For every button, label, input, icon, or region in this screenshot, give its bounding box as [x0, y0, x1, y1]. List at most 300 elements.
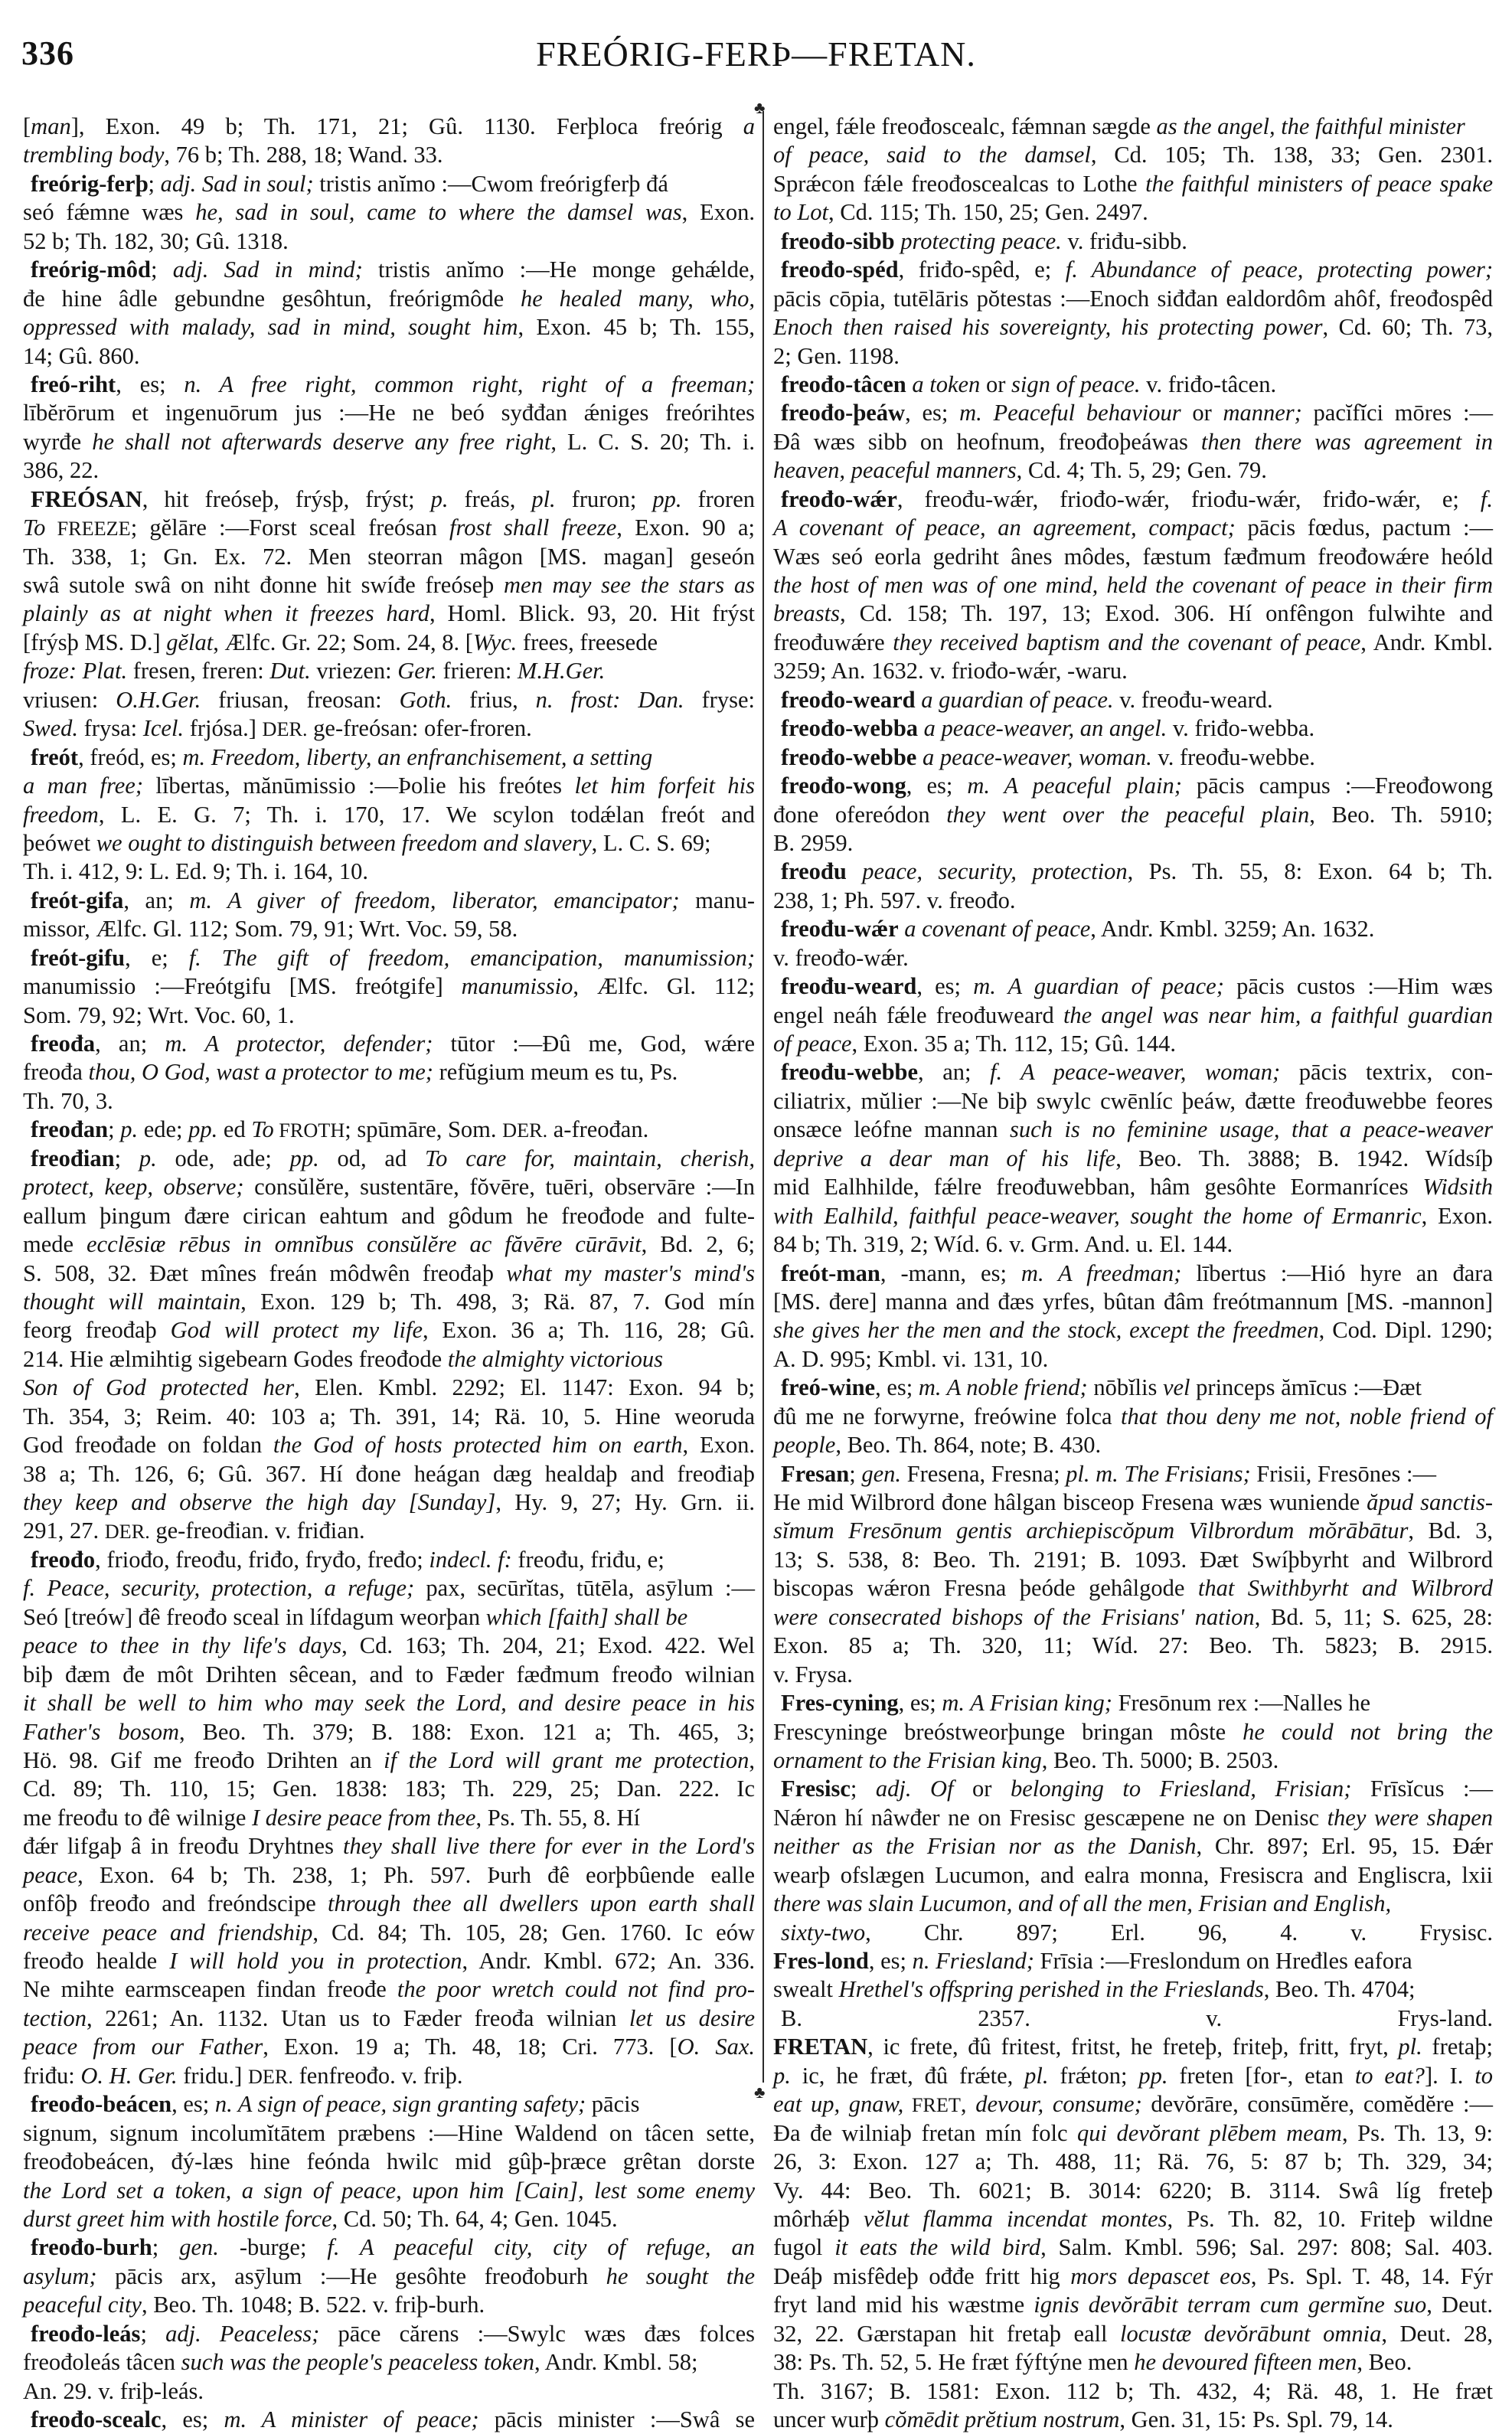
- headword: freođu-webbe: [781, 1059, 919, 1086]
- italic-gloss: Hrethel's offspring perished in the Frieslands: [838, 1976, 1264, 2003]
- text-run: Frīsia :—Freslondum on Hređles eafora: [1034, 1948, 1412, 1974]
- text-run: , an;: [918, 1059, 991, 1086]
- text-run: Th. i. 412, 9: L. Ed. 9; Th. i. 164, 10.: [23, 858, 368, 885]
- text-run: manumissio :—Freótgifu [MS. freótgife]: [23, 973, 462, 1000]
- italic-gloss: a guardian of peace.: [915, 686, 1114, 713]
- text-run: , es;: [916, 973, 974, 1000]
- text-run: onsæce leófne mannan: [773, 1116, 1010, 1143]
- italic-gloss: let him forfeit his: [574, 773, 755, 799]
- text-run: , Beo. Th. 5910;: [1309, 801, 1493, 828]
- dictionary-line: [23, 1145, 755, 1173]
- text-run: , Cd. 115; Th. 150, 25; Gen. 2497.: [828, 199, 1148, 226]
- text-run: , es;: [868, 1948, 913, 1974]
- dictionary-line: [773, 1345, 1493, 1374]
- text-run: Đa đe wilniaþ fretan mín folc: [773, 2119, 1078, 2146]
- italic-gloss: M.H.Ger.: [517, 658, 606, 684]
- italic-gloss: frost shall freeze: [449, 515, 617, 541]
- italic-gloss: f. Peace, security, protection, a refuge;: [23, 1575, 415, 1602]
- italic-gloss: to Lot: [773, 199, 829, 226]
- italic-gloss: to: [1474, 2062, 1493, 2089]
- italic-gloss: adj. Sad in soul;: [160, 170, 314, 197]
- dictionary-line: [773, 1832, 1493, 1861]
- text-run: missor, Ælfc. Gl. 112; Som. 79, 91; Wrt. Voc. 59, 58.: [23, 916, 518, 943]
- text-run: ge-freođian. v. friđian.: [149, 1518, 365, 1544]
- text-run: , Ps. Th. 55, 8. Hí: [475, 1804, 641, 1831]
- text-run: freođoleás tâcen: [23, 2349, 181, 2376]
- dictionary-line: [23, 2348, 755, 2377]
- italic-gloss: peace from our Father: [23, 2034, 263, 2060]
- text-run: uncer wurþ: [773, 2406, 885, 2432]
- italic-gloss: p.: [430, 485, 449, 512]
- italic-gloss: p.: [773, 2062, 791, 2089]
- dictionary-line: [23, 1230, 755, 1259]
- text-run: ;: [849, 1460, 862, 1487]
- dictionary-line: [23, 456, 755, 485]
- text-run: pacĭfĭci mōres :—: [1301, 400, 1493, 426]
- dictionary-line: [773, 801, 1493, 829]
- dictionary-line: [773, 1431, 1493, 1459]
- italic-gloss: she gives her the men and the stock, except the freedmen: [773, 1317, 1319, 1344]
- text-run: v. friđu-sibb.: [1061, 227, 1187, 254]
- text-run: , 76 b; Th. 288, 18; Wand. 33.: [164, 142, 443, 168]
- dictionary-line: [773, 256, 1493, 284]
- dictionary-line: [23, 1746, 755, 1775]
- text-run: feorg freođaþ: [23, 1317, 171, 1344]
- text-run: pācis custos :—Him wæs: [1223, 973, 1493, 1000]
- dictionary-line: [23, 198, 755, 227]
- dictionary-line: [773, 2004, 1493, 2033]
- text-run: princeps ămīcus :—Đæt: [1190, 1374, 1422, 1401]
- italic-gloss: pl.: [1398, 2034, 1422, 2060]
- text-run: lībĕrōrum et ingenuōrum jus :—He ne beó syđđan ǽniges freórihtes: [23, 400, 755, 426]
- text-run: refŭgium meum es tu, Ps.: [433, 1059, 678, 1086]
- dictionary-line: [23, 2262, 755, 2291]
- dictionary-line: [773, 1259, 1493, 1288]
- italic-gloss: f. The gift of freedom, emancipation, manumission;: [188, 944, 755, 971]
- dictionary-line: [23, 858, 755, 886]
- italic-gloss: a covenant of peace: [898, 916, 1091, 943]
- italic-gloss: there was slain Lucumon, and of all the men, Frisian and English,: [773, 1890, 1392, 1917]
- dictionary-line: [23, 2033, 755, 2061]
- small-caps-term: DER.: [502, 1119, 548, 1142]
- dictionary-line: [773, 1173, 1493, 1201]
- text-run: biþ đæm đe môt Drihten sêcean, and to Fæder fæđmum freođo wilnian: [23, 1661, 755, 1687]
- italic-gloss: they were shapen: [1327, 1804, 1493, 1831]
- italic-gloss: such was the people's peaceless token: [181, 2349, 534, 2376]
- text-run: , Exon. 35 a; Th. 112, 15; Gû. 144.: [851, 1031, 1177, 1057]
- italic-gloss: pl.: [531, 485, 556, 512]
- text-run: devŏrāre, consūmĕre, comĕdĕre :—: [1141, 2091, 1493, 2118]
- text-run: onfôþ freođo and freóndscipe: [23, 1890, 328, 1917]
- column-divider: [763, 111, 764, 2083]
- left-column: [23, 113, 755, 2434]
- text-run: lībertus :—Hió hyre an đara: [1181, 1259, 1493, 1286]
- text-run: pācis campus :—Freođowong: [1181, 773, 1493, 799]
- text-run: Ne mihte earmsceapen findan freođe: [23, 1976, 397, 2003]
- dictionary-line: [773, 915, 1493, 943]
- text-run: đǽr lifgaþ â in freođu Dryhtnes: [23, 1833, 344, 1860]
- text-run: 38 a; Th. 126, 6; Gû. 367. Hí đone heágan dæg healdaþ and freođiaþ: [23, 1460, 755, 1487]
- headword: FREÓSAN: [31, 485, 142, 512]
- italic-gloss: that thou deny me not, noble friend of: [1121, 1403, 1493, 1429]
- italic-gloss: tection: [23, 2004, 87, 2031]
- italic-gloss: oppressed with malady, sad in mind, sought him: [23, 314, 518, 341]
- italic-gloss: n. A sign of peace, sign granting safety;: [214, 2091, 586, 2118]
- italic-gloss: heaven, peaceful manners: [773, 457, 1017, 484]
- text-run: , Gen. 31, 15: Ps. Spl. 79, 14.: [1119, 2406, 1393, 2432]
- dictionary-line: [773, 2320, 1493, 2348]
- italic-gloss: m. Freedom, liberty, an enfranchisement, a setting: [182, 743, 653, 770]
- dictionary-line: [23, 972, 755, 1001]
- italic-gloss: a: [743, 113, 755, 139]
- text-run: ,: [960, 2091, 976, 2118]
- italic-gloss: indecl. f:: [429, 1546, 512, 1573]
- italic-gloss: they keep and observe the high day [Sunday]: [23, 1489, 496, 1515]
- italic-gloss: a man free;: [23, 773, 144, 799]
- italic-gloss: qui devŏrant plēbem meam: [1077, 2119, 1342, 2146]
- text-run: Frīsĭcus :—: [1351, 1776, 1493, 1802]
- dictionary-line: [773, 2262, 1493, 2291]
- text-run: pax, secūrĭtas, tūtēla, asȳlum :—: [414, 1575, 755, 1602]
- text-run: , Elen. Kmbl. 2292; El. 1147: Exon. 94 b;: [294, 1374, 755, 1401]
- dictionary-line: [23, 1975, 755, 2004]
- dictionary-line: [23, 428, 755, 456]
- italic-gloss: belonging to Friesland, Frisian;: [1010, 1776, 1352, 1802]
- dictionary-line: [23, 313, 755, 341]
- text-run: Đâ wæs sibb on heofnum, freođoþeáwas: [773, 428, 1201, 455]
- text-run: , Exon.: [681, 199, 755, 226]
- text-run: fretaþ;: [1422, 2034, 1493, 2060]
- text-run: , Bd. 2, 6;: [641, 1231, 755, 1258]
- dictionary-line: [773, 514, 1493, 542]
- dictionary-line: [773, 2348, 1493, 2377]
- dictionary-line: [23, 1919, 755, 1947]
- italic-gloss: he devoured fifteen men: [1134, 2349, 1357, 2376]
- dictionary-line: [23, 1632, 755, 1660]
- dictionary-line: [23, 2233, 755, 2262]
- italic-gloss: eat up, gnaw,: [773, 2091, 904, 2118]
- headword: freođo-scealc: [31, 2406, 162, 2432]
- dictionary-line: [773, 2148, 1493, 2176]
- dictionary-line: [773, 571, 1493, 600]
- text-run: Th. 70, 3.: [23, 1087, 113, 1114]
- italic-gloss: of peace: [773, 1031, 852, 1057]
- dictionary-line: [23, 600, 755, 628]
- dictionary-line: [773, 141, 1493, 169]
- text-run: 13; S. 538, 8: Beo. Th. 2191; B. 1093. Đæt Swíþbyrht and Wilbrord: [773, 1546, 1493, 1573]
- text-run: lībertas, mănūmissio :—Þolie his freótes: [143, 773, 575, 799]
- dictionary-line: [23, 2004, 755, 2033]
- text-run: Th. 3167; B. 1581: Exon. 112 b; Th. 432, 4; Rä. 48, 1. He fræt: [773, 2377, 1493, 2404]
- dictionary-line: [773, 1775, 1493, 1803]
- text-run: Hö. 98. Gif me freođo Drihten an: [23, 1746, 384, 1773]
- text-run: , freođu-wǽr, friođo-wǽr, friođu-wǽr, friđo-wǽr, e;: [896, 485, 1481, 512]
- text-run: signum, signum incolumĭtātem præbens :—Hine Waldend on tâcen sette,: [23, 2119, 755, 2146]
- text-run: đe hine âdle gebundne gesôhtun, freórigmôde: [23, 285, 521, 312]
- italic-gloss: m. A guardian of peace;: [973, 973, 1224, 1000]
- dictionary-line: [773, 2062, 1493, 2090]
- italic-gloss: God will protect my life: [170, 1317, 423, 1344]
- dictionary-line: [23, 714, 755, 743]
- italic-gloss: people: [773, 1432, 836, 1459]
- dictionary-line: [773, 1804, 1493, 1832]
- text-run: ,: [749, 1746, 755, 1773]
- italic-gloss: Ger.: [397, 658, 437, 684]
- italic-gloss: he, sad in soul, came to where the damsel was: [195, 199, 682, 226]
- italic-gloss: durst greet him with hostile force: [23, 2205, 332, 2232]
- italic-gloss: with Ealhild, faithful peace-weaver, sought the home of Ermanric: [773, 1202, 1422, 1229]
- italic-gloss: protect, keep, observe;: [23, 1174, 244, 1201]
- italic-gloss: locustæ devŏrābunt omnia: [1119, 2320, 1382, 2347]
- dictionary-line: [23, 743, 755, 772]
- text-run: frius,: [452, 686, 536, 713]
- text-run: , L. E. G. 7; Th. i. 170, 17. We scylon todǽlan freót and: [98, 801, 755, 828]
- text-run: , Cd. 50; Th. 64, 4; Gen. 1045.: [331, 2205, 618, 2232]
- text-run: 14; Gû. 860.: [23, 342, 140, 369]
- dictionary-line: [23, 1288, 755, 1316]
- text-run: , an;: [95, 1031, 165, 1057]
- text-run: ;: [150, 256, 173, 283]
- dictionary-line: [23, 1947, 755, 1975]
- dictionary-line: [773, 1919, 1493, 1947]
- text-run: , Ælfc. Gr. 22; Som. 24, 8. [: [213, 629, 473, 655]
- text-run: đû me ne forwyrne, freówine folca: [773, 1403, 1122, 1429]
- headword: Fresan: [781, 1460, 850, 1487]
- dictionary-line: [773, 227, 1493, 256]
- text-run: v. friđo-tâcen.: [1140, 371, 1277, 397]
- headword: freođan: [31, 1116, 109, 1143]
- text-run: ede;: [138, 1116, 189, 1143]
- text-run: , Beo. Th. 379; B. 188: Exon. 121 a; Th. 465, 3;: [179, 1718, 755, 1745]
- italic-gloss: then there was agreement in: [1200, 428, 1493, 455]
- text-run: vriezen:: [310, 658, 398, 684]
- dictionary-line: [23, 1202, 755, 1230]
- headword: freođo-webbe: [781, 743, 917, 770]
- dictionary-line: [773, 1058, 1493, 1086]
- text-run: B. 2959.: [773, 829, 854, 856]
- dictionary-line: [23, 1718, 755, 1746]
- text-run: ], Exon. 49 b; Th. 171, 21; Gû. 1130. Ferþloca freórig: [70, 113, 743, 139]
- headword: freođo-tâcen: [781, 371, 906, 397]
- italic-gloss: gen.: [861, 1460, 902, 1487]
- italic-gloss: froze: Plat.: [23, 658, 128, 684]
- dictionary-line: [773, 2291, 1493, 2319]
- dictionary-line: [23, 2406, 755, 2434]
- dictionary-line: [773, 1517, 1493, 1545]
- italic-gloss: vel: [1162, 1374, 1190, 1401]
- italic-gloss: m. A freedman;: [1021, 1259, 1182, 1286]
- italic-gloss: n. frost: Dan.: [535, 686, 684, 713]
- dictionary-line: [23, 1403, 755, 1431]
- text-run: pācis arx, asȳlum :—He gesôhte freođoburh: [96, 2262, 606, 2289]
- italic-gloss: he healed many, who,: [521, 285, 755, 312]
- small-caps-term: FROTH: [273, 1119, 345, 1142]
- dictionary-line: [773, 1975, 1493, 2004]
- text-run: , es;: [906, 773, 968, 799]
- text-run: , Beo. Th. 5000; B. 2503.: [1041, 1746, 1279, 1773]
- dictionary-line: [773, 456, 1493, 485]
- text-run: God freođade on foldan: [23, 1432, 273, 1459]
- italic-gloss: f. A peaceful city, city of refuge, an: [327, 2234, 755, 2261]
- headword: freođu-weard: [781, 973, 917, 1000]
- dictionary-line: [23, 1574, 755, 1603]
- text-run: Sprǽcon fǽle freođoscealcas to Lothe: [773, 170, 1146, 197]
- italic-gloss: devour, consume;: [975, 2091, 1142, 2118]
- italic-gloss: men may see the stars as: [504, 572, 755, 598]
- headword: freođo-beácen: [31, 2091, 172, 2118]
- text-run: frjósa.]: [184, 715, 263, 742]
- dictionary-line: [23, 1001, 755, 1030]
- dictionary-line: [23, 772, 755, 800]
- text-run: fresen, freren:: [127, 658, 270, 684]
- italic-gloss: asylum;: [23, 2262, 97, 2289]
- text-run: 3259; An. 1632. v. friođo-wǽr, -waru.: [773, 658, 1128, 684]
- text-run: 52 b; Th. 182, 30; Gû. 1318.: [23, 227, 289, 254]
- text-run: freođa: [23, 1059, 89, 1086]
- headword: freođo-weard: [781, 686, 916, 713]
- text-run: swealt: [773, 1976, 839, 2003]
- text-run: , Cd. 84; Th. 105, 28; Gen. 1760. Ic eów: [312, 1919, 755, 1946]
- text-run: , Exon. 90 a;: [616, 515, 755, 541]
- text-run: Wæs seó eorla gedriht ânes môdes, fæstum fæđmum freođowǽre heóld: [773, 543, 1493, 570]
- italic-gloss: ignis devŏrābit terram cum germĭne suo: [1034, 2292, 1427, 2318]
- text-run: , Exon.: [682, 1432, 755, 1459]
- italic-gloss: Son of God protected her: [23, 1374, 295, 1401]
- headword: freođo-wong: [781, 773, 906, 799]
- text-run: v. freođu-weard.: [1113, 686, 1273, 713]
- italic-gloss: m. Peaceful behaviour: [959, 400, 1181, 426]
- dictionary-line: [23, 629, 755, 657]
- text-run: v. freođu-webbe.: [1151, 743, 1315, 770]
- text-run: , Exon. 45 b; Th. 155,: [518, 314, 755, 341]
- headword: freođo-leás: [31, 2320, 141, 2347]
- text-run: Seó [treów] đê freođo sceal in lífdagum weorþan: [23, 1603, 486, 1630]
- text-run: v. friđo-webba.: [1167, 715, 1315, 742]
- text-run: fruron;: [555, 485, 653, 512]
- text-run: , Deut. 28,: [1381, 2320, 1493, 2347]
- headword: freođo-wǽr: [781, 485, 897, 512]
- headword: freođu-wǽr: [781, 916, 899, 943]
- dictionary-line: [23, 256, 755, 284]
- dictionary-line: [23, 1603, 755, 1632]
- italic-gloss: vĕlut flamma incendat montes: [864, 2205, 1167, 2232]
- italic-gloss: they received baptism and the covenant of peace: [893, 629, 1361, 655]
- text-run: , Cd. 105; Th. 138, 33; Gen. 2301.: [1090, 142, 1493, 168]
- text-run: Vy. 44: Beo. Th. 6021; B. 3014: 6220; B. 3114. Swâ líg freteþ: [773, 2177, 1493, 2204]
- text-run: þeówet: [23, 829, 96, 856]
- text-run: pācis minister :—Swâ se: [478, 2406, 755, 2432]
- italic-gloss: pl. m. The Frisians;: [1066, 1460, 1251, 1487]
- text-run: Th. 354, 3; Reim. 40: 103 a; Th. 391, 14; Rä. 10, 5. Hine weoruda: [23, 1403, 755, 1429]
- italic-gloss: n. Friesland;: [912, 1948, 1034, 1974]
- text-run: fryt land mid his wæstme: [773, 2292, 1034, 2318]
- small-caps-term: DER.: [262, 718, 308, 741]
- dictionary-line: [23, 1460, 755, 1488]
- dictionary-line: [773, 2406, 1493, 2434]
- dictionary-line: [23, 1030, 755, 1058]
- text-run: He mid Wilbrord đone hâlgan bisceop Fresena wæs wuniende: [773, 1489, 1367, 1515]
- text-run: ed: [217, 1116, 252, 1143]
- dictionary-line: [773, 858, 1493, 886]
- text-run: ;: [140, 2320, 166, 2347]
- dictionary-line: [773, 1574, 1493, 1603]
- italic-gloss: I will hold you in protection: [169, 1948, 462, 1974]
- italic-gloss: adj. Peaceless;: [165, 2320, 320, 2347]
- text-run: friusan, freosan:: [201, 686, 400, 713]
- italic-gloss: Widsith: [1422, 1174, 1493, 1201]
- text-run: , -mann, es;: [880, 1259, 1021, 1286]
- italic-gloss: peace, security, protection: [846, 858, 1128, 885]
- text-run: mid Ealhhilde, fǽlre freođuwebban, hâm gesôhte Eormanríces: [773, 1174, 1423, 1201]
- text-run: vriusen:: [23, 686, 116, 713]
- italic-gloss: he could not bring the: [1243, 1718, 1493, 1745]
- italic-gloss: gĕlat: [166, 629, 214, 655]
- text-run: S. 508, 32. Đæt mînes freán môdwên freođaþ: [23, 1259, 507, 1286]
- dictionary-line: [773, 170, 1493, 198]
- italic-gloss: O.H.Ger.: [116, 686, 201, 713]
- text-run: or: [953, 1776, 1011, 1802]
- text-run: , Exon.: [1421, 1202, 1493, 1229]
- dictionary-line: [773, 1488, 1493, 1517]
- dictionary-line: [23, 1546, 755, 1574]
- text-run: ;: [850, 1776, 876, 1802]
- text-run: ;: [108, 1116, 121, 1143]
- italic-gloss: Swed.: [23, 715, 79, 742]
- text-run: 2; Gen. 1198.: [773, 342, 900, 369]
- text-run: v. freođo-wǽr.: [773, 944, 909, 971]
- dictionary-line: [773, 829, 1493, 858]
- text-run: fenfreođo. v. friþ.: [292, 2062, 463, 2089]
- dictionary-line: [773, 1947, 1493, 1975]
- text-run: A. D. 995; Kmbl. vi. 131, 10.: [773, 1345, 1049, 1372]
- dictionary-line: [23, 1861, 755, 1890]
- italic-gloss: To care for, maintain, cherish,: [425, 1145, 755, 1171]
- headword: freó-wine: [781, 1374, 876, 1401]
- dictionary-line: [773, 772, 1493, 800]
- italic-gloss: m. A protector, defender;: [165, 1031, 433, 1057]
- text-run: ; spūmāre, Som.: [345, 1116, 503, 1143]
- text-run: môrhǽþ: [773, 2205, 864, 2232]
- headword: freórig-ferþ: [31, 170, 149, 197]
- dictionary-line: [773, 2090, 1493, 2119]
- italic-gloss: adj. Sad in mind;: [172, 256, 363, 283]
- dictionary-line: [23, 399, 755, 427]
- text-run: 214. Hie ælmihtig sigebearn Godes freođode: [23, 1345, 448, 1372]
- text-run: , Exon. 19 a; Th. 48, 18; Cri. 773. [: [263, 2034, 678, 2060]
- dictionary-line: [23, 1890, 755, 1918]
- text-run: pācis fœdus, pactum :—: [1235, 515, 1493, 541]
- dictionary-line: [23, 485, 755, 514]
- dictionary-line: [773, 1603, 1493, 1632]
- italic-gloss: a peace-weaver, woman.: [916, 743, 1152, 770]
- text-run: Fresōnum rex :—Nalles he: [1112, 1690, 1371, 1717]
- text-run: engel, fǽle freođoscealc, fǽmnan sægde: [773, 113, 1157, 139]
- text-run: , Cod. Dipl. 1290;: [1318, 1317, 1493, 1344]
- italic-gloss: pl.: [1024, 2062, 1049, 2089]
- text-run: , Andr. Kmbl. 672; An. 336.: [462, 1948, 755, 1974]
- dictionary-line: [23, 1689, 755, 1717]
- text-run: Cd. 89; Th. 110, 15; Gen. 1838: 183; Th. 229, 25; Dan. 222. Ic: [23, 1776, 755, 1802]
- text-run: wearþ ofslægen Lucumon, and ealra monna, Fresiscra and Engliscra, lxii: [773, 1861, 1493, 1888]
- text-run: , Andr. Kmbl. 3259; An. 1632.: [1090, 916, 1375, 943]
- text-run: , Andr. Kmbl.: [1360, 629, 1493, 655]
- headword: freođo-sibb: [781, 227, 895, 254]
- italic-gloss: protecting peace.: [894, 227, 1062, 254]
- dictionary-line: [773, 1546, 1493, 1574]
- text-run: eallum þingum đære cirican eahtum and gôdum he freođode and fulte-: [23, 1202, 755, 1229]
- italic-gloss: mors depascet eos: [1070, 2262, 1251, 2289]
- italic-gloss: thou, O God, wast a protector to me;: [88, 1059, 433, 1086]
